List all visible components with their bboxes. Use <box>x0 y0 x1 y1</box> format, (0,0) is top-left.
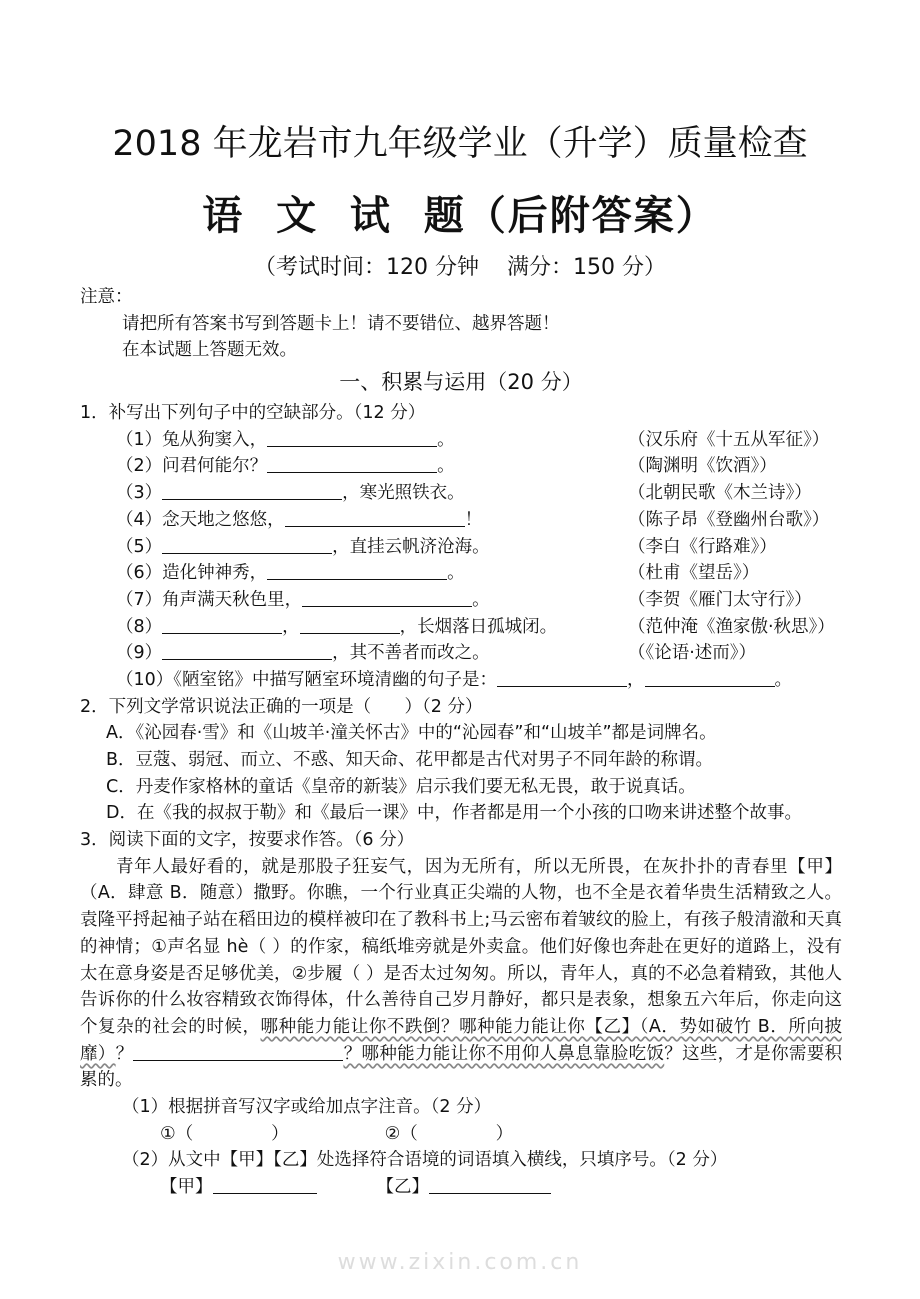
item-source: （李白《行路难》） <box>628 536 777 557</box>
answer-blank[interactable] <box>300 615 400 634</box>
q1-item <box>80 614 842 641</box>
item-source: （汉乐府《十五从军征》） <box>628 429 830 450</box>
passage-underlined: ？哪种能力能让你不用仰人鼻息靠脸吃饭 <box>343 1043 665 1064</box>
option-a: A．《沁园春·雪》和《山坡羊·潼关怀古》中的“沁园春”和“山坡羊”都是词牌名。 <box>106 723 717 744</box>
q1-item <box>80 534 842 561</box>
item-text: （4）念天地之悠悠， <box>116 509 285 530</box>
item-source: （陈子昂《登幽州台歌》） <box>628 509 830 530</box>
sub-question-1: （1）根据拼音写汉字或给加点字注音。（2 分） <box>122 1097 492 1118</box>
q1-item <box>80 640 842 667</box>
passage-underlined: 哪种能力能让你不跌倒？哪种能力能让你【乙】（A．势如破竹 B．所向披靡） <box>80 1016 842 1064</box>
yi-label: 【乙】 <box>376 1177 429 1198</box>
watermark: www.zixin.com.cn <box>337 1250 583 1275</box>
notice-label: 注意： <box>80 287 133 307</box>
item-text: ，其不善者而改之。 <box>332 643 490 664</box>
item-text: （3） <box>116 483 163 504</box>
exam-subtitle: 语 文 试 题（后附答案） <box>202 193 718 239</box>
item-text: 。 <box>437 429 455 450</box>
item-source: （陶渊明《饮酒》） <box>628 456 777 477</box>
item-text: 。 <box>437 456 455 477</box>
exam-title: 2018 年龙岩市九年级学业（升学）质量检查 <box>112 124 808 164</box>
section-heading: 一、积累与运用（20 分） <box>339 370 583 395</box>
notice-line: 请把所有答案书写到答题卡上！请不要错位、越界答题！ <box>122 313 560 334</box>
option-b: B．豆蔻、弱冠、而立、不惑、知天命、花甲都是古代对男子不同年龄的称谓。 <box>106 750 714 770</box>
sub-question-2: （2）从文中【甲】【乙】处选择符合语境的词语填入横线，只填序号。（2 分） <box>122 1150 728 1171</box>
item-text: ！ <box>464 509 483 530</box>
item-text: 。 <box>472 589 490 610</box>
answer-blank[interactable] <box>267 428 437 447</box>
passage-text: ？这些，才是你需要积累的。 <box>80 1043 843 1091</box>
answer-blank[interactable] <box>162 481 342 500</box>
q1-items <box>80 427 842 667</box>
yi-blank[interactable] <box>429 1175 551 1194</box>
item-source: （范仲淹《渔家傲·秋思》） <box>628 616 835 637</box>
q1-item <box>80 480 842 507</box>
notice-line: 在本试题上答题无效。 <box>122 340 297 361</box>
q1-item <box>80 560 842 587</box>
item-source: （李贺《雁门太守行》） <box>628 589 812 610</box>
answer-slot-2[interactable]: ②（ ） <box>384 1123 514 1144</box>
exam-body <box>80 284 842 1201</box>
answer-blank[interactable] <box>162 641 332 660</box>
exam-info: （考试时间：120 分钟 满分：150 分） <box>254 255 666 280</box>
item-text: （6）造化钟神秀， <box>116 563 268 584</box>
sub-question-1-answers <box>80 1121 842 1148</box>
item-source: （《论语·述而》） <box>628 643 757 664</box>
item-text: 。 <box>447 563 465 584</box>
item-source: （北朝民歌《木兰诗》） <box>628 483 812 504</box>
answer-blank[interactable] <box>285 508 465 527</box>
question-stem: 1．补写出下列句子中的空缺部分。（12 分） <box>80 403 426 424</box>
item-text: ， <box>282 616 300 637</box>
answer-blank[interactable] <box>497 668 627 687</box>
passage-text: 青年人最好看的，就是那股子狂妄气，因为无所有，所以无所畏，在灰扑扑的青春里【甲】（A．肆意 B．随意）撒野。你瞧，一个行业真正尖端的人物，也不全是衣着华贵生活精致之人。袁隆平捋起袖子站在稻田边的模样被印在了教科书上;马云密布着皱纹的脸上，有孩子般清澈和天真的神情；①声名显 hè（ ）的作家，稿纸堆旁就是外卖盒。他们好像也奔赴在更好的道路上，没有太在意身姿是否足够优美，②步履（ ）是否太过匆匆。所以，青年人，真的不必急着精致，其他人告诉你的什么妆容精致衣饰得体，什么善待自己岁月静好，都只是表象，想象五六年后，你走向这个复杂的社会的时候， <box>80 856 842 1037</box>
item-text: 。 <box>774 669 793 690</box>
item-text: ，直挂云帆济沧海。 <box>332 536 490 557</box>
option-d: D．在《我的叔叔于勒》和《最后一课》中，作者都是用一个小孩的口吻来讲述整个故事。 <box>106 803 802 824</box>
item-text: （8） <box>116 616 163 637</box>
jia-label: 【甲】 <box>160 1177 213 1198</box>
answer-blank[interactable] <box>162 615 282 634</box>
answer-blank[interactable] <box>302 588 472 607</box>
passage-text: ？ <box>115 1043 134 1064</box>
option-c: C．丹麦作家格林的童话《皇帝的新装》启示我们要无私无畏，敢于说真话。 <box>106 776 696 797</box>
sub-question-2-answers <box>80 1174 842 1201</box>
jia-blank[interactable] <box>213 1175 317 1194</box>
item-text: ， <box>627 669 645 690</box>
q1-item <box>80 453 842 480</box>
question-stem: 2．下列文学常识说法正确的一项是（ ）（2 分） <box>80 696 483 717</box>
item-text: （9） <box>116 643 163 664</box>
q1-item <box>80 507 842 534</box>
q1-item <box>80 587 842 614</box>
reading-passage <box>80 854 842 1094</box>
item-text: （2）问君何能尔？ <box>116 456 268 477</box>
item-source: （杜甫《望岳》） <box>628 563 760 584</box>
answer-blank[interactable] <box>645 668 775 687</box>
answer-blank[interactable] <box>133 1042 343 1061</box>
item-text: （1）兔从狗窦入， <box>116 429 268 450</box>
answer-blank[interactable] <box>267 561 447 580</box>
q1-item-10 <box>80 667 842 694</box>
answer-slot-1[interactable]: ①（ ） <box>160 1123 289 1144</box>
answer-blank[interactable] <box>267 454 437 473</box>
item-text: （7）角声满天秋色里， <box>116 589 303 610</box>
answer-blank[interactable] <box>162 535 332 554</box>
item-text: （5） <box>116 536 163 557</box>
q1-item <box>80 427 842 454</box>
item-text: ，寒光照铁衣。 <box>342 483 465 504</box>
question-stem: 3．阅读下面的文字，按要求作答。（6 分） <box>80 830 415 851</box>
item-text: ，长烟落日孤城闭。 <box>399 616 558 637</box>
item-text: （10）《陋室铭》中描写陋室环境清幽的句子是： <box>116 669 498 690</box>
